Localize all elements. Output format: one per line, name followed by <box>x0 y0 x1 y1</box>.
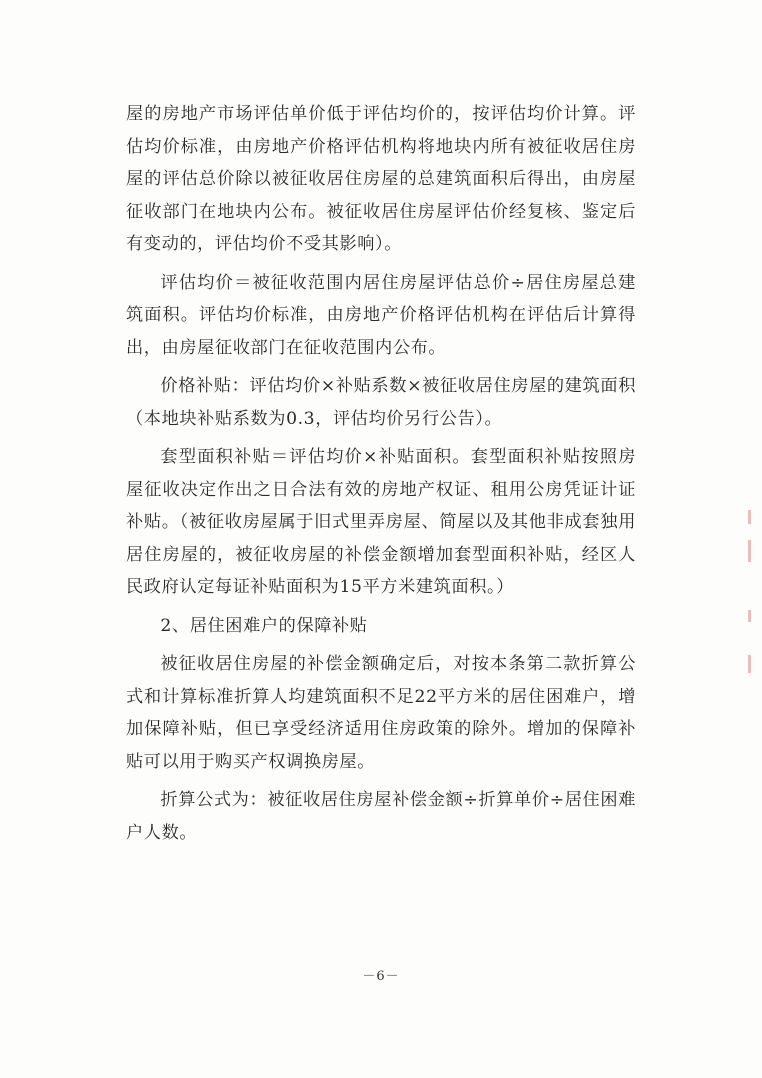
paragraph-hardship-subsidy: 被征收居住房屋的补偿金额确定后，对按本条第二款折算公式和计算标准折算人均建筑面积不足22平方米的居住困难户，增加保障补贴，但已享受经济适用住房政策的除外。增加的保障补贴可以用于购买产权调换房屋。 <box>126 654 636 772</box>
paragraph-average-price-formula: 评估均价＝被征收范围内居住房屋评估总价÷居住房屋总建筑面积。评估均价标准，由房地产价格评估机构在评估后计算得出，由房屋征收部门在征收范围内公布。 <box>126 272 636 358</box>
binding-seal-mark <box>748 610 751 622</box>
binding-seal-mark <box>748 655 751 673</box>
section-heading-hardship-subsidy: 2、居住困难户的保障补贴 <box>160 615 368 636</box>
paragraph-unit-area-subsidy: 套型面积补贴＝评估均价×补贴面积。套型面积补贴按照房屋征收决定作出之日合法有效的房地产权证、租用公房凭证计证补贴。（被征收房屋属于旧式里弄房屋、简屋以及其他非成套独用居住房屋的，被征收房屋的补偿金额增加套型面积补贴，经区人民政府认定每证补贴面积为15平方米建筑面积。） <box>126 447 636 597</box>
paragraph-continuation: 屋的房地产市场评估单价低于评估均价的，按评估均价计算。评估均价标准，由房地产价格评估机构将地块内所有被征收居住房屋的评估总价除以被征收居住房屋的总建筑面积后得出，由房屋征收部门在地块内公布。被征收居住房屋评估价经复核、鉴定后有变动的，评估均价不受其影响）。 <box>126 104 636 254</box>
paragraph-conversion-formula: 折算公式为：被征收居住房屋补偿金额÷折算单价÷居住困难户人数。 <box>126 790 636 843</box>
binding-seal-mark <box>748 540 751 562</box>
page-number: －6－ <box>362 969 400 984</box>
binding-seal-mark <box>748 510 751 524</box>
document-body <box>126 98 636 855</box>
paragraph-price-subsidy: 价格补贴：评估均价×补贴系数×被征收居住房屋的建筑面积（本地块补贴系数为0.3，评估均价另行公告）。 <box>126 376 636 429</box>
